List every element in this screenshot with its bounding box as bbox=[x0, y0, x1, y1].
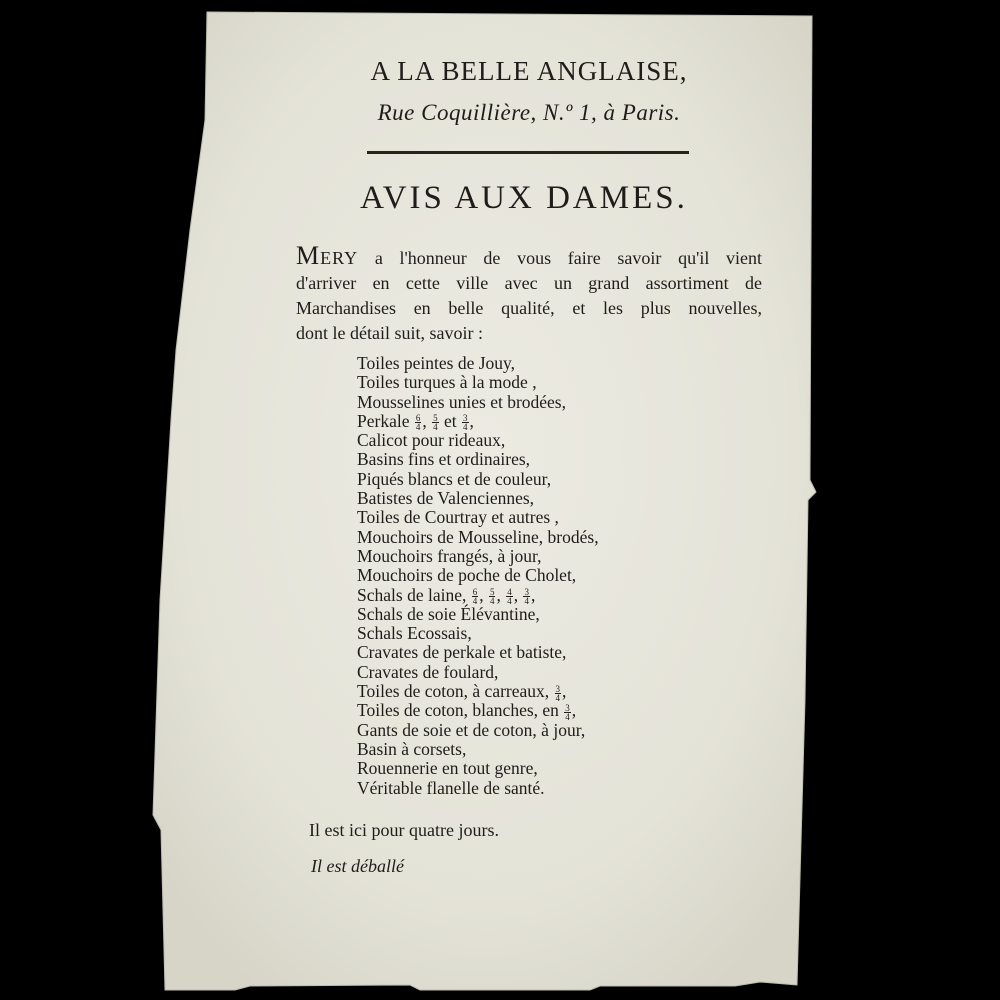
goods-list-item: Piqués blancs et de couleur, bbox=[357, 468, 552, 489]
goods-list-item: Véritable flanelle de santé. bbox=[357, 777, 545, 798]
fraction-denominator: 4 bbox=[524, 596, 529, 607]
goods-list-item: Mouchoirs frangés, à jour, bbox=[357, 545, 542, 566]
goods-list-item: Mouchoirs de Mousseline, brodés, bbox=[357, 526, 599, 547]
goods-item-text: Toiles de coton, à carreaux, bbox=[357, 681, 554, 702]
intro-merchant-name: ERY bbox=[320, 248, 359, 268]
goods-list-item: Calicot pour rideaux, bbox=[357, 430, 506, 451]
goods-item-text: , bbox=[496, 584, 506, 605]
fraction-numerator: 4 bbox=[507, 587, 512, 598]
fraction-denominator: 4 bbox=[507, 596, 512, 607]
fraction-numerator: 5 bbox=[433, 413, 438, 424]
goods-list-item: Toiles turques à la mode , bbox=[357, 372, 537, 393]
intro-line-4: dont le détail suit, savoir : bbox=[296, 323, 483, 343]
goods-list-item: Mousselines unies et brodées, bbox=[357, 391, 566, 412]
shop-address: Rue Coquillière, N.º 1, à Paris. bbox=[377, 100, 681, 125]
intro-dropcap: M bbox=[296, 241, 321, 270]
goods-list-item bbox=[357, 701, 599, 720]
intro-line-3: Marchandises en belle qualité, et les plus nouvelles, bbox=[296, 298, 762, 318]
goods-item-text: , bbox=[530, 584, 536, 605]
fraction-numerator: 3 bbox=[555, 683, 561, 694]
goods-item-text: , bbox=[571, 700, 577, 721]
unpacked-notice: Il est déballé bbox=[311, 856, 404, 876]
fraction bbox=[506, 588, 513, 605]
stay-notice: Il est ici pour quatre jours. bbox=[309, 820, 499, 840]
goods-list-item: Rouennerie en tout genre, bbox=[357, 758, 538, 779]
fraction-denominator: 4 bbox=[463, 422, 468, 433]
fraction-numerator: 6 bbox=[472, 587, 478, 598]
fraction-denominator: 4 bbox=[415, 422, 421, 433]
intro-line-2: d'arriver en cette ville avec un grand assortiment de bbox=[296, 273, 762, 293]
goods-item-text: Perkale bbox=[357, 410, 414, 431]
goods-item-text: Schals de laine, bbox=[357, 584, 471, 605]
goods-list-item: Basin à corsets, bbox=[357, 738, 467, 759]
fraction bbox=[472, 588, 479, 605]
fraction-denominator: 4 bbox=[489, 596, 495, 607]
fraction-numerator: 3 bbox=[524, 587, 529, 598]
goods-list bbox=[357, 354, 599, 798]
shop-name-heading: A LA BELLE ANGLAISE, bbox=[370, 56, 688, 86]
goods-item-text: , bbox=[513, 584, 523, 605]
fraction-numerator: 6 bbox=[415, 413, 421, 424]
goods-item-text: , bbox=[479, 584, 488, 605]
intro-line-1 bbox=[296, 241, 762, 271]
fraction bbox=[564, 704, 571, 721]
goods-list-item: Toiles peintes de Jouy, bbox=[357, 353, 516, 373]
fraction-denominator: 4 bbox=[565, 711, 570, 722]
goods-item-text: , bbox=[469, 410, 474, 431]
goods-item-text: , bbox=[562, 681, 567, 702]
fraction-numerator: 3 bbox=[565, 702, 570, 713]
goods-list-item: Toiles de Courtray et autres , bbox=[357, 507, 559, 528]
goods-item-text: , bbox=[422, 410, 432, 431]
goods-list-item: Schals Ecossais, bbox=[357, 623, 472, 644]
goods-list-item: Gants de soie et de coton, à jour, bbox=[357, 719, 586, 740]
goods-list-item: Batistes de Valenciennes, bbox=[357, 488, 535, 509]
goods-list-item: Basins fins et ordinaires, bbox=[357, 449, 531, 470]
fraction-denominator: 4 bbox=[433, 422, 438, 433]
fraction bbox=[432, 414, 439, 431]
fraction-numerator: 3 bbox=[463, 413, 468, 424]
goods-list-item bbox=[357, 412, 599, 431]
fraction bbox=[523, 588, 530, 605]
goods-list-item: Cravates de perkale et batiste, bbox=[357, 642, 567, 663]
goods-list-item: Mouchoirs de poche de Cholet, bbox=[357, 565, 577, 586]
notice-title: AVIS AUX DAMES. bbox=[360, 180, 688, 216]
fraction-denominator: 4 bbox=[555, 692, 561, 703]
intro-line-1-text: a l'honneur de vous faire savoir qu'il vient bbox=[358, 248, 762, 268]
goods-list-item: Schals de soie Élévantine, bbox=[357, 603, 540, 624]
goods-item-text: et bbox=[439, 410, 461, 431]
divider-rule bbox=[367, 151, 689, 154]
fraction-denominator: 4 bbox=[472, 596, 478, 607]
fraction bbox=[415, 414, 422, 431]
goods-item-text: Toiles de coton, blanches, en bbox=[357, 700, 564, 721]
goods-list-item bbox=[357, 586, 599, 605]
goods-list-item bbox=[357, 682, 599, 701]
fraction-numerator: 5 bbox=[489, 587, 495, 598]
fraction bbox=[462, 414, 469, 431]
fraction bbox=[489, 588, 496, 605]
fraction bbox=[555, 685, 562, 702]
goods-list-item: Cravates de foulard, bbox=[357, 661, 499, 682]
